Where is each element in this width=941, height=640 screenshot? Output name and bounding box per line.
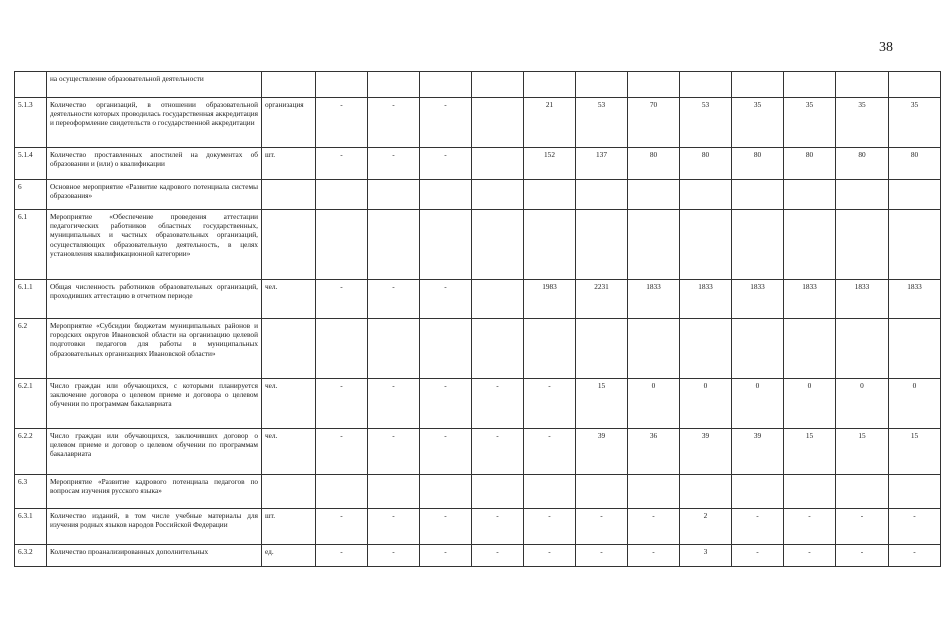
value-cell: 80	[628, 148, 680, 180]
value-cell	[836, 319, 889, 379]
value-cell	[784, 180, 836, 210]
table-row	[15, 379, 941, 429]
value-cell: 0	[836, 379, 889, 429]
value-cell	[889, 475, 941, 509]
value-cell: -	[316, 545, 368, 567]
value-cell	[316, 210, 368, 280]
value-cell: 0	[732, 379, 784, 429]
value-cell	[316, 475, 368, 509]
value-cell: 15	[836, 429, 889, 475]
value-cell: 1983	[524, 280, 576, 319]
unit-cell: чел.	[262, 379, 316, 429]
table-row	[15, 509, 941, 545]
table-row	[15, 319, 941, 379]
row-number-cell: 6.1.1	[15, 280, 47, 319]
unit-cell: чел.	[262, 429, 316, 475]
value-cell	[889, 210, 941, 280]
value-cell: -	[316, 148, 368, 180]
value-cell	[732, 475, 784, 509]
indicator-name-cell: Количество проанализированных дополнительных	[47, 545, 262, 567]
value-cell	[628, 210, 680, 280]
indicator-name-cell: Количество проставленных апостилей на документах об образовании и (или) о квалификации	[47, 148, 262, 180]
value-cell: 53	[576, 98, 628, 148]
table-row	[15, 72, 941, 98]
value-cell: 80	[889, 148, 941, 180]
unit-cell: шт.	[262, 148, 316, 180]
value-cell: -	[368, 280, 420, 319]
value-cell	[472, 319, 524, 379]
value-cell: 39	[576, 429, 628, 475]
row-number-cell: 6.2.2	[15, 429, 47, 475]
value-cell	[524, 180, 576, 210]
value-cell: 1833	[628, 280, 680, 319]
row-number-cell: 6.2	[15, 319, 47, 379]
value-cell: -	[472, 379, 524, 429]
value-cell: 0	[889, 379, 941, 429]
value-cell: -	[889, 545, 941, 567]
unit-cell: организация	[262, 98, 316, 148]
value-cell	[368, 319, 420, 379]
row-number-cell: 5.1.4	[15, 148, 47, 180]
unit-cell: шт.	[262, 509, 316, 545]
row-number-cell: 5.1.3	[15, 98, 47, 148]
value-cell: 36	[628, 429, 680, 475]
value-cell	[628, 475, 680, 509]
unit-cell	[262, 475, 316, 509]
indicator-name-cell: Количество организаций, в отношении образовательной деятельности которых проводилась государственная аккредитация и переоформление свидетельств о государственной аккредитации	[47, 98, 262, 148]
value-cell: 0	[680, 379, 732, 429]
value-cell	[628, 72, 680, 98]
value-cell: -	[420, 429, 472, 475]
value-cell	[316, 319, 368, 379]
value-cell: -	[316, 429, 368, 475]
unit-cell: ед.	[262, 545, 316, 567]
value-cell: -	[732, 509, 784, 545]
value-cell	[316, 72, 368, 98]
value-cell	[368, 210, 420, 280]
value-cell: -	[420, 98, 472, 148]
value-cell: -	[420, 545, 472, 567]
value-cell: -	[368, 545, 420, 567]
value-cell: 2231	[576, 280, 628, 319]
value-cell: 15	[784, 429, 836, 475]
value-cell: 39	[680, 429, 732, 475]
value-cell: -	[420, 148, 472, 180]
value-cell: 1833	[680, 280, 732, 319]
table-row	[15, 545, 941, 567]
indicator-name-cell: Мероприятие «Развитие кадрового потенциала педагогов по вопросам изучения русского языка»	[47, 475, 262, 509]
value-cell: -	[628, 509, 680, 545]
value-cell	[732, 180, 784, 210]
page-number: 38	[879, 40, 893, 55]
value-cell: 0	[784, 379, 836, 429]
value-cell: -	[472, 545, 524, 567]
value-cell: -	[368, 98, 420, 148]
value-cell	[680, 475, 732, 509]
indicator-name-cell: Число граждан или обучающихся, с которыми планируется заключение договора о целевом приеме и договора о целевом обучении по программам бакалавриата	[47, 379, 262, 429]
table-row	[15, 475, 941, 509]
table-row	[15, 180, 941, 210]
value-cell	[472, 210, 524, 280]
value-cell	[472, 475, 524, 509]
value-cell: -	[576, 509, 628, 545]
value-cell	[368, 475, 420, 509]
value-cell	[524, 319, 576, 379]
indicator-name-cell: Количество изданий, в том числе учебные материалы для изучения родных языков народов Российской Федерации	[47, 509, 262, 545]
value-cell: 152	[524, 148, 576, 180]
value-cell	[576, 210, 628, 280]
value-cell: -	[836, 509, 889, 545]
value-cell	[784, 475, 836, 509]
value-cell	[732, 210, 784, 280]
value-cell	[732, 319, 784, 379]
value-cell	[576, 72, 628, 98]
value-cell: 35	[836, 98, 889, 148]
value-cell: 2	[680, 509, 732, 545]
table-row	[15, 98, 941, 148]
value-cell	[576, 180, 628, 210]
value-cell: -	[316, 280, 368, 319]
row-number-cell: 6.3	[15, 475, 47, 509]
indicator-name-cell: Мероприятие «Субсидии бюджетам муниципальных районов и городских округов Ивановской области на организацию целевой подготовки педагогов для работы в муниципальных образовательных организациях Ивановской области»	[47, 319, 262, 379]
value-cell: 35	[889, 98, 941, 148]
value-cell: 15	[889, 429, 941, 475]
row-number-cell: 6.3.1	[15, 509, 47, 545]
value-cell: -	[316, 509, 368, 545]
indicator-name-cell: Общая численность работников образовательных организаций, проходивших аттестацию в отчетном периоде	[47, 280, 262, 319]
value-cell	[680, 210, 732, 280]
value-cell: 80	[784, 148, 836, 180]
value-cell: -	[420, 280, 472, 319]
value-cell	[576, 319, 628, 379]
value-cell: -	[732, 545, 784, 567]
value-cell: -	[420, 379, 472, 429]
value-cell	[420, 475, 472, 509]
table-row	[15, 280, 941, 319]
value-cell: -	[420, 509, 472, 545]
value-cell: 35	[784, 98, 836, 148]
value-cell	[889, 319, 941, 379]
value-cell: 80	[836, 148, 889, 180]
value-cell	[420, 210, 472, 280]
value-cell	[680, 180, 732, 210]
indicator-name-cell: на осуществление образовательной деятельности	[47, 72, 262, 98]
value-cell: -	[316, 379, 368, 429]
value-cell: 39	[732, 429, 784, 475]
value-cell: 1833	[836, 280, 889, 319]
value-cell: -	[524, 429, 576, 475]
value-cell	[420, 319, 472, 379]
value-cell	[576, 475, 628, 509]
value-cell	[472, 72, 524, 98]
value-cell: -	[784, 509, 836, 545]
value-cell	[368, 180, 420, 210]
value-cell: -	[368, 148, 420, 180]
value-cell	[889, 72, 941, 98]
row-number-cell	[15, 72, 47, 98]
value-cell: -	[628, 545, 680, 567]
value-cell: 15	[576, 379, 628, 429]
table-row	[15, 429, 941, 475]
value-cell: 1833	[889, 280, 941, 319]
value-cell: 70	[628, 98, 680, 148]
value-cell	[524, 210, 576, 280]
value-cell	[472, 98, 524, 148]
unit-cell	[262, 72, 316, 98]
value-cell	[472, 180, 524, 210]
value-cell: 137	[576, 148, 628, 180]
value-cell	[836, 180, 889, 210]
value-cell	[680, 319, 732, 379]
value-cell: -	[524, 509, 576, 545]
value-cell	[524, 72, 576, 98]
value-cell: 1833	[732, 280, 784, 319]
value-cell	[836, 475, 889, 509]
row-number-cell: 6.2.1	[15, 379, 47, 429]
value-cell	[732, 72, 784, 98]
value-cell: 1833	[784, 280, 836, 319]
value-cell: -	[524, 379, 576, 429]
unit-cell: чел.	[262, 280, 316, 319]
table-row	[15, 148, 941, 180]
value-cell: -	[368, 509, 420, 545]
value-cell: -	[524, 545, 576, 567]
value-cell: -	[368, 429, 420, 475]
row-number-cell: 6	[15, 180, 47, 210]
value-cell	[316, 180, 368, 210]
value-cell	[420, 180, 472, 210]
value-cell: -	[472, 429, 524, 475]
value-cell	[524, 475, 576, 509]
value-cell: -	[889, 509, 941, 545]
value-cell	[368, 72, 420, 98]
value-cell: 80	[732, 148, 784, 180]
table-body	[15, 72, 941, 567]
value-cell: 53	[680, 98, 732, 148]
unit-cell	[262, 210, 316, 280]
value-cell	[420, 72, 472, 98]
row-number-cell: 6.3.2	[15, 545, 47, 567]
value-cell: -	[316, 98, 368, 148]
value-cell: -	[576, 545, 628, 567]
value-cell: 35	[732, 98, 784, 148]
value-cell	[628, 180, 680, 210]
value-cell: -	[784, 545, 836, 567]
indicators-table	[14, 71, 941, 567]
row-number-cell: 6.1	[15, 210, 47, 280]
table-row	[15, 210, 941, 280]
value-cell	[784, 210, 836, 280]
value-cell	[784, 72, 836, 98]
unit-cell	[262, 319, 316, 379]
indicator-name-cell: Основное мероприятие «Развитие кадрового потенциала системы образования»	[47, 180, 262, 210]
value-cell: 3	[680, 545, 732, 567]
value-cell: 80	[680, 148, 732, 180]
value-cell	[628, 319, 680, 379]
unit-cell	[262, 180, 316, 210]
value-cell	[836, 72, 889, 98]
value-cell	[472, 280, 524, 319]
value-cell	[889, 180, 941, 210]
value-cell: 0	[628, 379, 680, 429]
value-cell	[784, 319, 836, 379]
value-cell	[472, 148, 524, 180]
value-cell: 21	[524, 98, 576, 148]
value-cell: -	[472, 509, 524, 545]
value-cell	[836, 210, 889, 280]
value-cell: -	[836, 545, 889, 567]
indicator-name-cell: Мероприятие «Обеспечение проведения аттестации педагогических работников областных государственных, муниципальных и частных образовательных организаций, осуществляющих образовательную деятельность, в целях установления квалификационной категории»	[47, 210, 262, 280]
value-cell: -	[368, 379, 420, 429]
indicator-name-cell: Число граждан или обучающихся, заключивших договор о целевом приеме и договор о целевом обучении по программам бакалавриата	[47, 429, 262, 475]
value-cell	[680, 72, 732, 98]
